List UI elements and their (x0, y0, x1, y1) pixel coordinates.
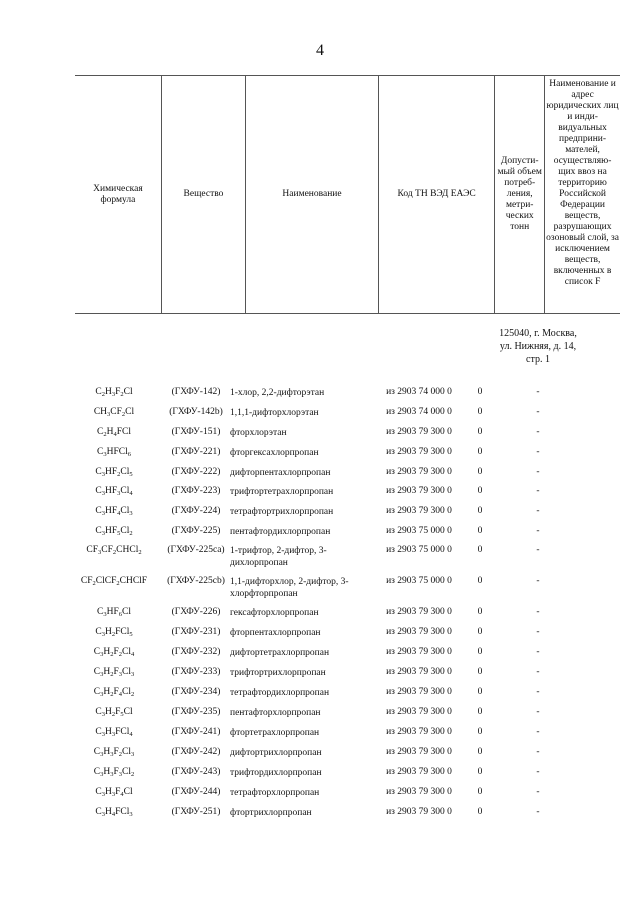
substance-cell: (ГХФУ-221) (171, 447, 221, 457)
volume-cell: 0 (477, 707, 483, 717)
formula-cell: $C_3HF_5Cl_2$ (95, 526, 133, 537)
name-cell: тетрафтордихлорпропан (230, 688, 330, 698)
code-cell: из 2903 79 300 0 (386, 687, 452, 697)
substance-cell: (ГХФУ-226) (171, 607, 221, 617)
header-formula: Химическая формула (75, 76, 161, 314)
formula-cell: $C_3H_2F_5Cl$ (95, 707, 133, 718)
name-cell: 1,1,1-дифторхлорэтан (230, 408, 319, 418)
substance-cell: (ГХФУ-244) (171, 787, 221, 797)
code-cell: из 2903 74 000 0 (386, 387, 452, 397)
substance-cell: (ГХФУ-241) (171, 727, 221, 737)
substance-cell: (ГХФУ-232) (171, 647, 221, 657)
importer-cell: - (536, 607, 540, 617)
importer-cell: - (536, 687, 540, 697)
table-header (75, 75, 620, 314)
volume-cell: 0 (477, 407, 483, 417)
code-cell: из 2903 79 300 0 (386, 627, 452, 637)
formula-cell: $CF_2ClCF_2CHClF$ (80, 576, 148, 587)
header-volume: Допусти-мый объем потреб-ления, метри-ческих тонн (495, 76, 545, 314)
volume-cell: 0 (477, 627, 483, 637)
name-cell: тетрафторхлорпропан (230, 788, 320, 798)
name-cell: пентафторхлорпропан (230, 708, 321, 718)
header-substance: Вещество (161, 76, 245, 314)
importer-cell: - (536, 387, 540, 397)
code-cell: из 2903 75 000 0 (386, 576, 452, 586)
substance-cell: (ГХФУ-222) (171, 467, 221, 477)
importer-cell: - (536, 667, 540, 677)
importer-cell: - (536, 526, 540, 536)
code-cell: из 2903 79 300 0 (386, 447, 452, 457)
name-cell: фторгексахлорпропан (230, 448, 319, 458)
name-cell: пентафтордихлорпропан (230, 527, 331, 537)
formula-cell: $C_3H_3FCl_4$ (95, 727, 133, 738)
header-importers: Наименование и адрес юридических лиц и инди-видуальных предприни-мателей, осуществляю-щих ввоз на территорию Российской Федерации веществ, разрушающих озоновый слой, за исключением веществ, включенных в список F (545, 76, 620, 314)
substance-cell: (ГХФУ-235) (171, 707, 221, 717)
formula-cell: $CH_3CF_2Cl$ (93, 407, 135, 418)
volume-cell: 0 (477, 767, 483, 777)
importer-cell: - (536, 467, 540, 477)
formula-cell: $C_2H_4FCl$ (97, 427, 131, 438)
volume-cell: 0 (477, 387, 483, 397)
formula-cell: $C_3H_3F_3Cl_2$ (93, 767, 135, 778)
substance-cell: (ГХФУ-142) (171, 387, 221, 397)
substance-cell: (ГХФУ-142b) (169, 407, 223, 417)
name-cell: 1-хлор, 2,2-дифторэтан (230, 388, 325, 398)
volume-cell: 0 (477, 506, 483, 516)
substance-cell: (ГХФУ-151) (171, 427, 221, 437)
volume-cell: 0 (477, 427, 483, 437)
name-cell: 1-трифтор, 2-дифтор, 3-дихлорпропан (230, 546, 327, 568)
volume-cell: 0 (477, 447, 483, 457)
formula-cell: $C_3H_2FCl_5$ (95, 627, 133, 638)
substance-cell: (ГХФУ-251) (171, 807, 221, 817)
substance-cell: (ГХФУ-225cb) (167, 576, 225, 586)
code-cell: из 2903 74 000 0 (386, 407, 452, 417)
formula-cell: $C_3H_2F_3Cl_3$ (93, 667, 135, 678)
substance-cell: (ГХФУ-233) (171, 667, 221, 677)
importer-cell: - (536, 707, 540, 717)
code-cell: из 2903 79 300 0 (386, 667, 452, 677)
name-cell: фторхлорэтан (230, 428, 287, 438)
volume-cell: 0 (477, 727, 483, 737)
code-cell: из 2903 79 300 0 (386, 767, 452, 777)
substance-cell: (ГХФУ-224) (171, 506, 221, 516)
code-cell: из 2903 79 300 0 (386, 647, 452, 657)
importer-cell: - (536, 427, 540, 437)
formula-cell: $C_3HF_4Cl_3$ (95, 506, 133, 517)
name-cell: дифтортрихлорпропан (230, 748, 322, 758)
code-cell: из 2903 79 300 0 (386, 787, 452, 797)
name-cell: фторпентахлорпропан (230, 628, 321, 638)
code-cell: из 2903 75 000 0 (386, 545, 452, 555)
code-cell: из 2903 79 300 0 (386, 427, 452, 437)
substance-cell: (ГХФУ-242) (171, 747, 221, 757)
formula-cell: $CF_3CF_2CHCl_2$ (86, 545, 142, 556)
importer-cell: - (536, 627, 540, 637)
substance-cell: (ГХФУ-223) (171, 486, 221, 496)
volume-cell: 0 (477, 607, 483, 617)
importer-cell: - (536, 447, 540, 457)
name-cell: дифторпентахлорпропан (230, 468, 331, 478)
code-cell: из 2903 79 300 0 (386, 607, 452, 617)
importer-cell: - (536, 576, 540, 586)
importer-cell: - (536, 647, 540, 657)
volume-cell: 0 (477, 467, 483, 477)
importer-cell: - (536, 506, 540, 516)
substance-cell: (ГХФУ-231) (171, 627, 221, 637)
code-cell: из 2903 79 300 0 (386, 807, 452, 817)
code-cell: из 2903 75 000 0 (386, 526, 452, 536)
page-number: 4 (316, 42, 324, 59)
volume-cell: 0 (477, 647, 483, 657)
formula-cell: $C_3HF_6Cl$ (97, 607, 131, 618)
name-cell: трифтортрихлорпропан (230, 668, 326, 678)
importer-cell: - (536, 747, 540, 757)
volume-cell: 0 (477, 576, 483, 586)
name-cell: фтортетрахлорпропан (230, 728, 320, 738)
code-cell: из 2903 79 300 0 (386, 486, 452, 496)
importer-cell: - (536, 407, 540, 417)
header-code: Код ТН ВЭД ЕАЭС (378, 76, 494, 314)
volume-cell: 0 (477, 747, 483, 757)
volume-cell: 0 (477, 687, 483, 697)
name-cell: фтортрихлорпропан (230, 808, 312, 818)
code-cell: из 2903 79 300 0 (386, 747, 452, 757)
substance-cell: (ГХФУ-225ca) (167, 545, 225, 555)
substance-cell: (ГХФУ-243) (171, 767, 221, 777)
volume-cell: 0 (477, 545, 483, 555)
volume-cell: 0 (477, 486, 483, 496)
volume-cell: 0 (477, 667, 483, 677)
importer-address: 125040, г. Москва, ул. Нижняя, д. 14, стр. 1 (499, 328, 577, 365)
volume-cell: 0 (477, 526, 483, 536)
code-cell: из 2903 79 300 0 (386, 467, 452, 477)
formula-cell: $C_3H_2F_4Cl_2$ (93, 687, 135, 698)
formula-cell: $C_3H_3F_4Cl$ (95, 787, 133, 798)
volume-cell: 0 (477, 787, 483, 797)
code-cell: из 2903 79 300 0 (386, 727, 452, 737)
name-cell: тетрафтортрихлорпропан (230, 507, 334, 517)
importer-cell: - (536, 727, 540, 737)
name-cell: трифтордихлорпропан (230, 768, 322, 778)
code-cell: из 2903 79 300 0 (386, 506, 452, 516)
formula-cell: $C_3HF_2Cl_5$ (95, 467, 133, 478)
substance-cell: (ГХФУ-225) (171, 526, 221, 536)
volume-cell: 0 (477, 807, 483, 817)
formula-cell: $C_3HF_3Cl_4$ (95, 486, 133, 497)
importer-cell: - (536, 787, 540, 797)
name-cell: 1,1-дифторхлор, 2-дифтор, 3-хлорфторпропан (230, 577, 349, 599)
substance-cell: (ГХФУ-234) (171, 687, 221, 697)
importer-cell: - (536, 545, 540, 555)
formula-cell: $C_3H_3F_2Cl_3$ (93, 747, 135, 758)
header-name: Наименование (246, 76, 379, 314)
formula-cell: $C_3HFCl_6$ (97, 447, 131, 458)
importer-cell: - (536, 486, 540, 496)
name-cell: трифтортетрахлорпропан (230, 487, 334, 497)
formula-cell: $C_2H_3F_2Cl$ (95, 387, 133, 398)
importer-cell: - (536, 807, 540, 817)
name-cell: дифтортетрахлорпропан (230, 648, 330, 658)
formula-cell: $C_3H_4FCl_3$ (95, 807, 133, 818)
name-cell: гексафторхлорпропан (230, 608, 319, 618)
formula-cell: $C_3H_2F_2Cl_4$ (93, 647, 135, 658)
code-cell: из 2903 79 300 0 (386, 707, 452, 717)
importer-cell: - (536, 767, 540, 777)
